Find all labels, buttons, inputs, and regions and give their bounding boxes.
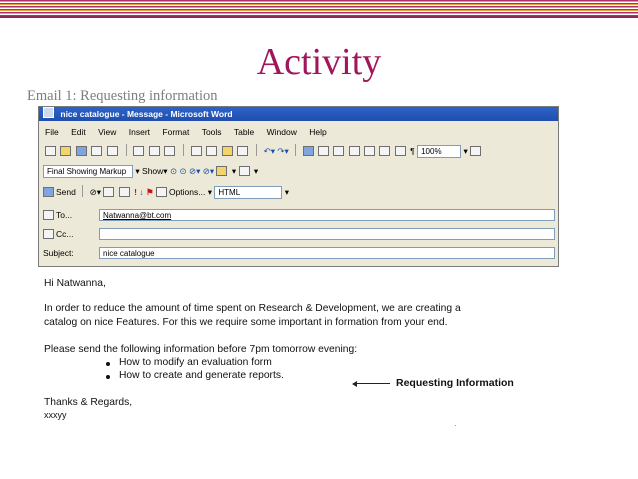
email-bullet-item: How to create and generate reports. [119, 370, 284, 381]
low-importance-icon[interactable]: ↓ [139, 187, 144, 197]
hyperlink-icon[interactable] [303, 146, 314, 156]
redo-icon[interactable]: ↷▾ [277, 146, 289, 156]
subject-row [39, 246, 558, 262]
zoom-select[interactable]: 100% [417, 145, 461, 158]
comment-dropdown-icon[interactable]: ▾ [231, 166, 237, 176]
menu-bar [39, 125, 558, 139]
format-painter-icon[interactable] [237, 146, 248, 156]
slide-title: Activity [256, 41, 382, 83]
annotation-arrowhead [352, 381, 357, 387]
reviewing-pane-icon[interactable] [239, 166, 250, 176]
next-change-icon[interactable]: ⊙ [179, 166, 187, 176]
paste-icon[interactable] [222, 146, 233, 156]
menu-table[interactable]: Table [233, 127, 255, 137]
previous-change-icon[interactable]: ⊙ [169, 166, 178, 176]
attach-file-icon[interactable]: ⊘▾ [89, 187, 101, 197]
reviewing-toolbar [39, 163, 558, 180]
permission-icon[interactable] [91, 146, 102, 156]
cc-field[interactable] [99, 228, 555, 240]
new-document-icon[interactable] [45, 146, 56, 156]
undo-icon[interactable]: ↶▾ [263, 146, 276, 156]
menu-view[interactable]: View [98, 127, 117, 137]
email-paragraph-1-line-2: catalog on nice Features. For this we require some important in formation from your end. [44, 317, 448, 328]
bullet-marker [106, 362, 110, 366]
menu-edit[interactable]: Edit [71, 127, 86, 137]
window-title: nice catalogue - Message - Microsoft Word [60, 109, 233, 119]
copy-icon[interactable] [206, 146, 217, 156]
open-folder-icon[interactable] [60, 146, 71, 156]
address-book-icon [43, 210, 54, 220]
tables-borders-icon[interactable] [318, 146, 329, 156]
message-format-select[interactable]: HTML [214, 186, 282, 199]
show-hide-paragraph-icon[interactable]: ¶ [410, 146, 415, 156]
window-titlebar[interactable] [39, 107, 558, 121]
to-row [39, 208, 558, 224]
menu-file[interactable]: File [45, 127, 59, 137]
menu-tools[interactable]: Tools [201, 127, 222, 137]
high-importance-icon[interactable]: ! [134, 187, 137, 197]
insert-comment-icon[interactable] [216, 166, 227, 176]
address-book-icon [43, 229, 54, 239]
cc-row [39, 227, 558, 243]
email-icon[interactable] [107, 146, 118, 156]
subject-label: Subject: [43, 248, 74, 258]
to-field[interactable]: Natwanna@bt.com [99, 209, 555, 221]
markup-dropdown-icon[interactable]: ▾ [135, 166, 140, 176]
spelling-icon[interactable] [164, 146, 175, 156]
menu-insert[interactable]: Insert [128, 127, 151, 137]
to-button[interactable]: To... [43, 210, 72, 220]
address-book-icon[interactable] [103, 187, 114, 197]
send-button[interactable]: Send [43, 187, 76, 197]
email-paragraph-2: Please send the following information before 7pm tomorrow evening: [44, 344, 358, 355]
email-greeting: Hi Natwanna, [44, 278, 106, 289]
show-menu-button[interactable]: Show▾ [142, 166, 168, 176]
drawing-icon[interactable] [379, 146, 390, 156]
email-toolbar [39, 184, 558, 201]
zoom-dropdown-icon[interactable]: ▾ [463, 146, 468, 156]
annotation-label: Requesting Information [396, 377, 514, 389]
annotation-arrow [354, 383, 390, 384]
options-dropdown-icon[interactable]: ▾ [207, 187, 213, 197]
menu-help[interactable]: Help [309, 127, 327, 137]
insert-excel-icon[interactable] [349, 146, 360, 156]
columns-icon[interactable] [364, 146, 375, 156]
standard-toolbar [39, 143, 558, 160]
toolbar-separator [256, 144, 257, 156]
word-app-icon [43, 107, 54, 118]
options-button[interactable]: Options... [156, 187, 205, 197]
decorative-top-stripe [0, 0, 638, 16]
email-closing: Thanks & Regards, [44, 397, 133, 408]
email-body[interactable] [38, 267, 559, 432]
document-map-icon[interactable] [395, 146, 406, 156]
options-icon [156, 187, 167, 197]
send-icon [43, 187, 54, 197]
toolbar-separator [295, 144, 296, 156]
print-preview-icon[interactable] [149, 146, 160, 156]
menu-window[interactable]: Window [266, 127, 297, 137]
reject-change-icon[interactable]: ⊘▾ [202, 166, 215, 176]
email-signature: xxxyy [44, 410, 67, 420]
toolbar-separator [126, 144, 127, 156]
insert-table-icon[interactable] [333, 146, 344, 156]
cut-icon[interactable] [191, 146, 202, 156]
subject-field[interactable]: nice catalogue [99, 247, 555, 259]
check-names-icon[interactable] [119, 187, 130, 197]
stray-mark [455, 425, 456, 426]
reviewing-overflow-icon[interactable]: ▾ [253, 166, 259, 176]
save-icon[interactable] [76, 146, 87, 156]
cc-button[interactable]: Cc... [43, 229, 73, 239]
bullet-marker [106, 375, 110, 379]
markup-mode-select[interactable]: Final Showing Markup [43, 165, 133, 178]
flag-icon[interactable]: ⚑ [145, 187, 154, 197]
word-email-window [38, 106, 559, 267]
help-icon[interactable] [470, 146, 481, 156]
accept-change-icon[interactable]: ⊘▾ [188, 166, 201, 176]
slide-subtitle: Email 1: Requesting information [27, 88, 218, 104]
print-icon[interactable] [133, 146, 144, 156]
email-bullet-item: How to modify an evaluation form [119, 357, 272, 368]
email-paragraph-1-line-1: In order to reduce the amount of time spent on Research & Development, we are creating a [44, 303, 461, 314]
format-dropdown-icon[interactable]: ▾ [284, 187, 290, 197]
menu-format[interactable]: Format [162, 127, 190, 137]
toolbar-separator [183, 144, 184, 156]
toolbar-separator [82, 185, 83, 197]
